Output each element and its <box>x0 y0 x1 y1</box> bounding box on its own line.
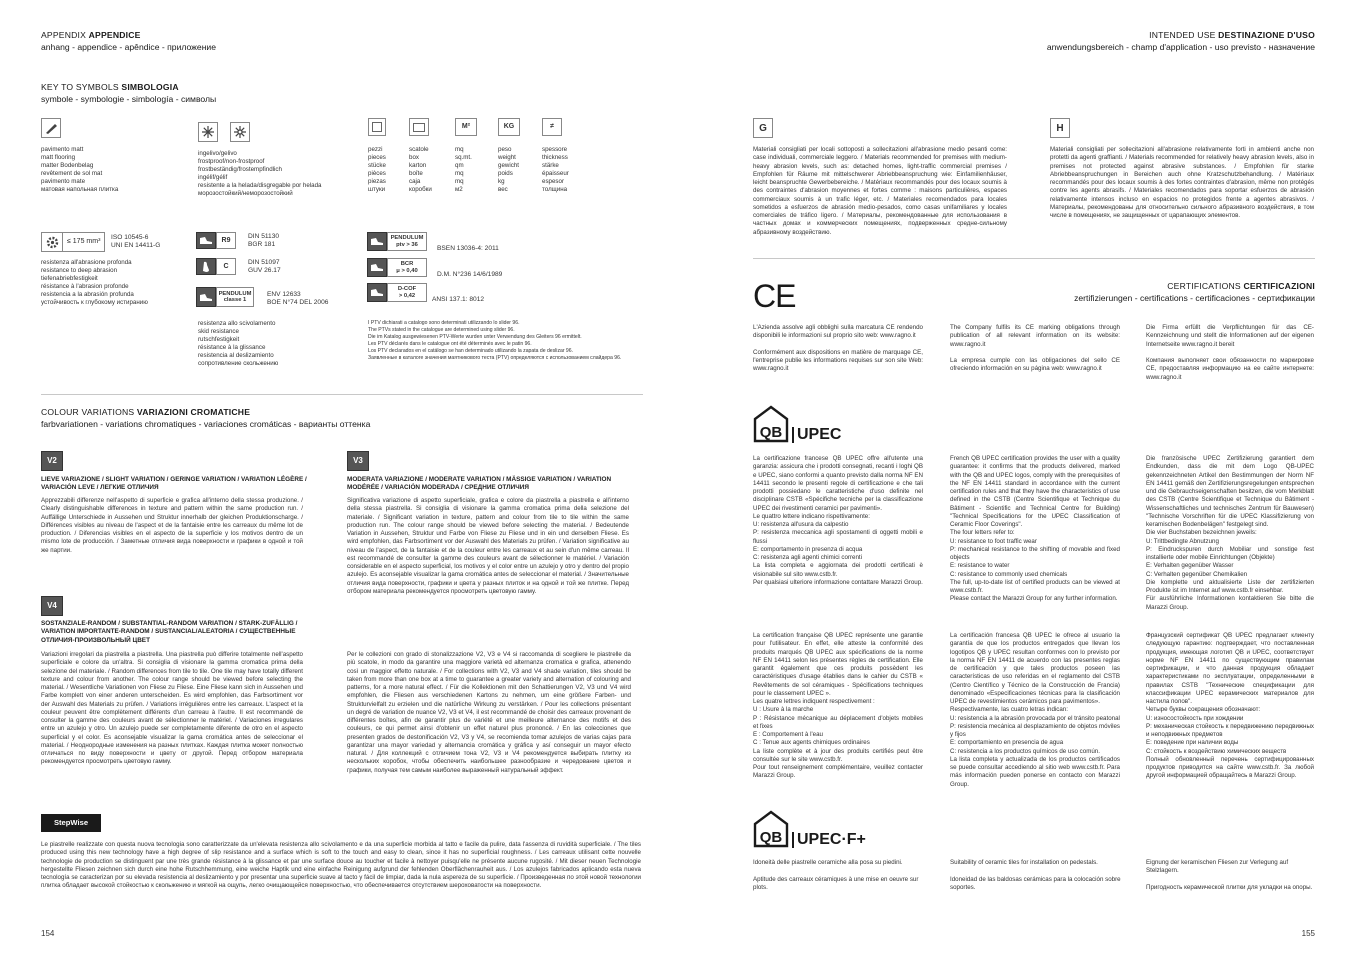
ce-text-1: L'Azienda assolve agli obblighi sulla marcatura CE rendendo disponibili le informazioni sul proprio sito web: www.ragno.it Conformément aux dispositions en matière de marquage CE, l'entreprise publie les informations requises sur son site Web: www.ragno.it <box>753 324 923 373</box>
v2-title: LIEVE VARIAZIONE / SLIGHT VARIATION / GERINGE VARIATION / VARIATION LÉGÈRE / VARIACIÓN LEVE / ЛЕГКИЕ ОТЛИЧИЯ <box>41 476 307 492</box>
qb-upec-logo <box>753 405 841 443</box>
bcr-value: BCR μ > 0,40 <box>387 258 427 277</box>
qb-house-icon <box>753 405 789 443</box>
shoe-icon <box>196 287 216 307</box>
intended-use-header <box>1047 30 1315 53</box>
divider <box>753 258 1315 259</box>
g-icon: G <box>753 118 773 138</box>
cert-title-bold: CERTIFICAZIONI <box>1243 281 1315 291</box>
upec-text-4: La certification française QB UPEC représente une garantie pour l'utilisateur. En effet, elle atteste la conformité des produits marqués QB UPEC aux spécifications de la norme NF EN 14411 selon les présentes règles de certification. Elle garantit également que ces produits possèdent les caractéristiques d'usage établies dans le cahier du CSTB « Revêtements de sol céramiques - Spécifications techniques pour le classement UPEC ». Les quatre lettres indiquent respectivement : U : Usure à la marche P : Résistance mécanique au déplacement d'objets mobiles et fixes E : Comportement à l'eau C : Tenue aux agents chimiques ordinaires La liste complète et à jour des produits certifiés peut être consultée sur le site www.cstb.fr. Pour tout renseignement complémentaire, veuillez contacter Marazzi Group. <box>753 632 923 780</box>
bcr-norm: D.M. N°236 14/6/1989 <box>437 271 503 278</box>
stepwise-text: Le piastrelle realizzate con questa nuova tecnologia sono caratterizzate da un'elevata resistenza allo scivolamento e da una superficie morbida al tatto e facile da pulire, data l'assenza di ruvidità superficiale. / The tiles produced using this new technology have a high degree of slip resistance and a surface which is soft to the touch and easy to clean, since it has no superficial roughness. / Les carreaux utilisant cette nouvelle technologie de production se distinguent par une très grande résistance à la glissance et par une surface douce au toucher et facile à nettoyer puisqu'elle ne présente aucune rugosité. / Mit dieser neuen Technologie hergestellte Fliesen zeichnen sich durch eine hohe Rutschhemmung, eine weiche Haptik und eine einfache Reinigung aufgrund der fehlenden Oberflächenrauheit aus. / Los azulejos fabricados aplicando esta nueva tecnología se caracterizan por su elevada resistencia al deslizamiento y por presentar una superficie suave al tacto y fácil de limpiar, dada la nula aspereza de su superficie. / Произведенная по этой новой технологии плитка обладает высокой стойкостью к скольжению и мягкой на ощупь, легко очищающейся поверхностью, что обеспечивается отсутствием шероховатости на поверхности. <box>41 841 641 890</box>
r9-norm: DIN 51130 BGR 181 <box>248 233 280 249</box>
c-norm: DIN 51097 GUV 26.17 <box>248 259 281 275</box>
shoe-icon <box>367 232 387 251</box>
symbols-title-bold: SIMBOLOGIA <box>121 82 179 92</box>
v2-icon: V2 <box>41 451 63 471</box>
header-title-bold: APPENDICE <box>88 30 141 40</box>
c-value: C <box>216 258 236 275</box>
colour-subtitle: farbvariationen - variations chromatiques - variaciones cromáticas - варианты оттенка <box>41 419 371 430</box>
r9-badge <box>196 232 236 249</box>
dcof-value: D-COF > 0,42 <box>387 283 427 302</box>
svg-text:QB: QB <box>759 829 783 846</box>
bcr-badge <box>367 258 427 277</box>
intended-subtitle: anwendungsbereich - champ d'application - uso previsto - назначение <box>1046 42 1315 53</box>
symbols-subtitle: symbole - symbologie - simbología - символы <box>41 94 217 105</box>
dcof-badge <box>367 283 427 302</box>
colour-title-light: COLOUR VARIATIONS <box>41 407 135 417</box>
qb-upec-fc-logo <box>753 810 866 848</box>
shoe-icon <box>367 258 387 277</box>
non-frostproof-icon <box>230 122 250 142</box>
h-icon: H <box>1050 118 1070 138</box>
thickness-label: spessore thickness stärke épaisseur espesor толщина <box>542 146 569 193</box>
g-text: Materiali consigliati per locali sottoposti a sollecitazioni all'abrasione medio pesanti come: case individuali, commerciale leggero. / Materials recommended for premises with medium-heavy abrasion levels, such as: detached homes, light-traffic commercial premises / Empfohlen für Räume mit mittelschwerer Abriebbeanspruchung wie: Einfamilienhäuser, leicht beanspruchte Gewerbebereiche. / Matériaux recommandés pour des locaux soumis à des contraintes d'abrasion moyennes et fortes comme : maisons particulières, espaces commerciaux soumis à un trafic léger, etc. / Materiales recomendados para locales sometidos a esfuerzos de abrasión medio-pesados, como casas unifamiliares y locales comerciales de tráfico ligero. / Материалы, рекомендованные для использования в частных домах и коммерческих помещениях, подверженных средне-сильному абразивному воздействию. <box>753 146 1007 236</box>
box-icon <box>409 118 429 136</box>
abrasion-badge <box>41 232 105 252</box>
sqm-label: mq sq.mt. qm mq mq м2 <box>455 146 472 193</box>
upec-logo-text: UPEC <box>792 427 841 443</box>
abrasion-label: resistenza all'abrasione profonda resistance to deep abrasion tiefenabriebfestigkeit résistance à l'abrasion profonde resistencia a la abrasión profunda устойчивость к глубокому истиранию <box>41 259 148 306</box>
shoe-icon <box>196 232 216 249</box>
fc-text-1: Idoneità delle piastrelle ceramiche alla posa su piedini. Aptitude des carreaux céramiques à une mise en oeuvre sur plots. <box>753 859 919 891</box>
skid-label: resistenza allo scivolamento skid resistance rutschfestigkeit résistance à la glissance resistencia al deslizamiento сопротивление скольжению <box>198 320 279 367</box>
header-subtitle: anhang - appendice - apêndice - приложение <box>41 42 217 53</box>
qb-house-icon <box>753 810 789 848</box>
abrasion-value: ≤ 175 mm³ <box>62 233 104 251</box>
dcof-norm: ANSI 137.1: 8012 <box>432 296 485 303</box>
fc-text-3: Eignung der keramischen Fliesen zur Verlegung auf Stelzlagern. Пригодность керамической плитки для укладки на опоры. <box>1146 859 1313 891</box>
h-text: Materiali consigliati per sollecitazioni all'abrasione relativamente forti in ambienti anche non protetti da agenti graffianti. / Materials recommended for relatively heavy abrasion levels, also in premises not protected against abrasive substances. / Empfohlen für starke Abriebbeanspruchungen in Bereichen auch ohne Kratzschutzbehandlung. / Matériaux recommandés pour des locaux soumis à des fortes contraintes d'abrasion, même non protégés contre les agents abrasifs. / Materiales recomendados para soportar esfuerzos de abrasión relativamente intensos incluso en espacios no protegidos frente a agentes abrasivos. / Материалы, рекомендованы для относительно сильного абразивного воздействия, в том числе в помещениях, не защищенных от царапающих элементов. <box>1050 146 1314 219</box>
shoe-icon <box>367 283 387 302</box>
upec-text-6: Французский сертификат QB UPEC предлагает клиенту следующую гарантию: подтверждает, что поставленная продукция, имеющая логотип QB и UPEC, соответствует норме NF EN 14411 по существующим правилам сертификации, и что данная продукция обладает характеристиками по эксплуатации, определенными в правилах CSTB "Технические спецификации для классификации UPEC керамических материалов для настила полов". Четыре буквы сокращения обозначают: U: износостойкость при хождении P: механическая стойкость к передвижению передвижных и неподвижных предметов E: поведение при наличии воды C: стойкость к воздействию химических веществ Полный обновленный перечень сертифицированных продуктов приводится на сайте www.cstb.fr. За любой другой информацией обращайтесь в Marazzi Group. <box>1146 632 1314 780</box>
pendulum-ptv-norm: BSEN 13036-4: 2011 <box>437 245 499 252</box>
fc-text-2: Suitability of ceramic tiles for installation on pedestals. Idoneidad de las baldosas cerámicas para la colocación sobre soportes. <box>950 859 1121 891</box>
weight-label: peso weight gewicht poids kg вес <box>498 146 519 193</box>
v2-text: Apprezzabili differenze nell'aspetto di superficie e grafica all'interno della stessa produzione. / Clearly distinguishable differences in texture and pattern within the same production run. / Auffällige Unterschiede in Aussehen und Struktur innerhalb der gleichen Produktionscharge. / Différences visibles au niveau de l'aspect et de la fantaisie entre les carreaux du même lot de production. / Diferencias visibles en el aspecto de la superficie y los motivos dentro de un mismo lote de producción. / Заметные отличия вида поверхности и графики в одной и той же партии. <box>41 497 303 554</box>
v3-text: Significativa variazione di aspetto superficiale, grafica e colore da piastrella a piastrella e all'interno della stessa piastrella. Si consiglia di visionare la gamma cromatica prima della selezione del materiale. / Significant variation in texture, pattern and colour from tile to tile within the same production run. The colour range should be viewed before selecting the material. / Bedeutende Variation in Aussehen, Struktur und Farbe von Fliese zu Fliese und in ein und derselben Fliese. Es wird empfohlen, das Farbsortiment vor der Auswahl des Materials zu prüfen. / Variation significative au niveau de l'aspect, de la fantaisie et de la couleur entre les carreaux et au sein d'un même carreau. Il est recommandé de consulter la gamme des couleurs avant de sélectionner le matériel. / Variación considerable en el aspecto superficial, los motivos y el color entre un azulejo y otro y dentro del propio azulejo. Es aconsejable visualizar la gama cromática antes de seleccionar el material. / Значительные отличия вида поверхности, графики и цвета у разных плиток и на одной и той же плитке. Перед отбором материала рекомендуется просмотреть цветовую гамму. <box>347 497 629 595</box>
ptv-note: I PTV dichiarati a catalogo sono determinati utilizzando lo slider 96. The PTVs stated in the catalogue are determined using slider 96. Die im Katalog ausgewiesenen PTV-Werte wurden unter Verwendung des Gleiters 96 ermittelt. Les PTV déclarés dans le catalogue ont été déterminés avec le patin 96. Los PTV declarados en el catálogo se han determinado utilizando la zapata de deslizar 96. Заявленные в каталоге значения маятникового теста (PTV) определяются с использованием слайдера 96. <box>368 320 622 362</box>
matt-icon <box>41 118 61 138</box>
sqm-icon: M² <box>455 118 477 136</box>
symbols-title-light: KEY TO SYMBOLS <box>41 82 119 92</box>
abrasion-norm: ISO 10545-6 UNI EN 14411-G <box>111 234 161 250</box>
intended-title-bold: DESTINAZIONE D'USO <box>1218 30 1315 40</box>
page-number-right: 155 <box>1301 929 1315 938</box>
appendix-header <box>41 30 216 53</box>
ce-text-2: The Company fulfils its CE marking obligations through publication of all relevant information on its website: www.ragno.it La empresa cumple con las obligaciones del sello CE ofreciendo información en su página web: www.ragno.it <box>950 324 1120 373</box>
page-number-left: 154 <box>41 929 55 938</box>
symbols-header <box>41 82 216 105</box>
v3-title: MODERATA VARIAZIONE / MODERATE VARIATION / MÄSSIGE VARIATION / VARIATION MODÉRÉE / VARIACIÓN MODERADA / СРЕДНИЕ ОТЛИЧИЯ <box>347 476 612 492</box>
mix-text: Per le collezioni con grado di stonalizzazione V2, V3 e V4 si raccomanda di scegliere le piastrelle da più scatole, in modo da garantire una maggiore varietà ed alternanza cromatica e grafica, attenendo così un maggior effetto naturale. / For collections with V2, V3 and V4 shade variation, tiles should be taken from more than one box at a time to guarantee a greater variety and alternation of colouring and patterns, for a more natural effect. / Für die Kollektionen mit den Schattierungen V2, V3 und V4 wird empfohlen, die Fliesen aus verschiedenen Kartons zu nehmen, um eine größere Farben- und Strukturvielfalt zu erzielen und die natürliche Wirkung zu verstärken. / Pour les collections présentant un degré de variation de nuance V2, V3 et V4, il est recommandé de choisir des carreaux provenant de différentes boîtes, afin de garantir plus de variété et une meilleure alternance des motifs et des couleurs, ce qui permet ainsi d'obtenir un effet naturel plus prononcé. / En las colecciones que presenten grados de destonificación V2, V3 y V4, se recomienda tomar azulejos de varias cajas para garantizar una mayor variedad y alternancia cromática y gráfica y así conseguir un mayor efecto natural. / Для коллекций с отличием тона V2, V3 и V4 рекомендуется выбирать плитку из нескольких коробок, чтобы обеспечить наибольшее разнообразие и чередование цветов и графики, получая тем самым наиболее выраженный натуральный эффект. <box>347 651 631 774</box>
header-title-light: APPENDIX <box>41 30 87 40</box>
colour-title-bold: VARIAZIONI CROMATICHE <box>136 407 251 417</box>
upec-text-1: La certificazione francese QB UPEC offre all'utente una garanzia: assicura che i prodotti consegnati, recanti i loghi QB e UPEC, siano conformi a quanto previsto dalla norma NF EN 14411 secondo le presenti regole di certificazione e che tali prodotti possiedano le caratteristiche d'uso definite nel disciplinare CSTB «Spécifiche tecniche per la classificazione UPEC dei rivestimenti ceramici per pavimenti». Le quattro lettere indicano rispettivamente: U: resistenza all'usura da calpestio P: resistenza meccanica agli spostamenti di oggetti mobili e flussi E: comportamento in presenza di acqua C: resistenza agli agenti chimici correnti La lista completa e aggiornata dei prodotti certificati è visionabile sul sito www.cstb.fr. Per qualsiasi ulteriore informazione contattare Marazzi Group. <box>753 455 923 586</box>
divider <box>41 394 643 395</box>
pendulum-ptv-badge <box>367 232 427 251</box>
frost-label: ingelivo/gelivo frostproof/non-frostproof frostbeständig/frostempfindlich ingélif/gélif resistente a la helada/disgregable por helada морозостойкий/неморозостойкий <box>198 150 322 197</box>
r9-value: R9 <box>216 232 236 249</box>
pieces-icon <box>368 118 386 136</box>
v4-icon: V4 <box>41 596 63 616</box>
c-badge <box>196 258 236 275</box>
cert-header <box>1074 281 1315 304</box>
pendulum-class-badge <box>196 287 254 307</box>
pendulum-class-norm: ENV 12633 BOE N°74 DEL 2006 <box>267 291 329 307</box>
gear-icon <box>42 233 62 251</box>
foot-icon <box>196 258 216 275</box>
cert-subtitle: zertifizierungen - certifications - certificaciones - сертификации <box>1074 293 1315 304</box>
weight-icon: KG <box>498 118 520 136</box>
pendulum-class-value: PENDULUM classe 1 <box>216 287 254 307</box>
cert-title-light: CERTIFICATIONS <box>1167 281 1241 291</box>
frostproof-icon <box>198 122 218 142</box>
upec-text-5: La certificación francesa QB UPEC le ofrece al usuario la garantía de que los productos entregados que llevan los logotipos QB y UPEC resultan conformes con lo previsto por la norma NF EN 14411 de acuerdo con las presentes reglas de certificación y que tales productos poseen las características de uso referidas en el reglamento del CSTB (Centro Científico y Técnico de la Construcción de Francia) denominado «Especificaciones técnicas para la clasificación UPEC de revestimientos cerámicos para pavimentos». Respectivamente, las cuatro letras indican: U: resistencia a la abrasión provocada por el tránsito peatonal P: resistencia mecánica al desplazamiento de objetos móviles y fijos E: comportamiento en presencia de agua C: resistencia a los productos químicos de uso común. La lista completa y actualizada de los productos certificados se puede consultar accediendo al sitio web www.cstb.fr. Para más información pueden ponerse en contacto con Marazzi Group. <box>950 632 1120 788</box>
pieces-label: pezzi pieces stücke pièces piezas штуки <box>368 146 386 193</box>
colour-header <box>41 407 370 430</box>
box-label: scatole box karton boîte caja коробки <box>409 146 432 193</box>
v4-title: SOSTANZIALE-RANDOM / SUBSTANTIAL-RANDOM VARIATION / STARK-ZUFÄLLIG / VARIATION IMPORTANTE-RANDOM / SUSTANCIAL/ALEATORIA / СУЩЕСТВЕННЫЕ ОТЛИЧИЯ-ПРОИЗВОЛЬНЫЙ ЦВЕТ <box>41 620 298 644</box>
matt-label: pavimento matt matt flooring matter Bodenbelag revêtement de sol mat pavimento mate матовая напольная плитка <box>41 146 119 193</box>
thickness-icon: ≠ <box>542 118 562 136</box>
upec-text-3: Die französische UPEC Zertifizierung garantiert dem Endkunden, dass die mit dem Logo QB-UPEC gekennzeichneten Artikel den Bestimmungen der Norm NF EN 14411 gemäß den Zertifizierungsregelungen entsprechen und die Gebrauchseigenschaften besitzen, die vom Merkblatt des CSTB (Centre Scientifique et Technique du Bâtiment - Wissenschaftliches und technisches Zentrum für Bauwesen) "Technische Vorschriften für die UPEC Klassifizierung von keramischen Bodenbelägen" festgelegt sind. Die vier Buchstaben bezeichnen jeweils: U: Trittbedingte Abnutzung P: Eindruckspuren durch Mobiliar und sonstige fest installierte oder mobile Einrichtungen (Objekte) E: Verhalten gegenüber Wasser C: Verhalten gegenüber Chemikalien Die komplette und aktualisierte Liste der zertifizierten Produkte ist im Internet auf www.cstb.fr einsehbar. Für ausführliche Informationen kontaktieren Sie bitte die Marazzi Group. <box>1146 455 1314 611</box>
v4-text: Variazioni irregolari da piastrella a piastrella. Una piastrella può differire totalmente nell'aspetto superficiale e colore da un'altra. Si consiglia di visionare la gamma cromatica prima della selezione del materiale. / Random differences from tile to tile. One tile may have totally different texture and colour from another. The colour range should be viewed before selecting the material. / Wesentliche Variationen von Fliese zu Fliese. Eine Fliese kann sich in Aussehen und Farbe komplett von einer anderen unterscheiden. Es wird empfohlen, das Farbsortiment vor der Auswahl des Materials zu prüfen. / Variations irrégulières entre les carreaux. L'aspect et la couleur peuvent être complètement différents d'un carreau à l'autre. Il est recommandé de consulter la gamme des couleurs avant de sélectionner le matériel. / Variaciones irregulares entre un azulejo y otro. Un azulejo puede ser completamente diferente de otro en el aspecto superficial y el color. Es aconsejable visualizar la gama cromática antes de seleccionar el material. / Неоднородные изменения на разных плитках. Каждая плитка может полностью отличаться по виду поверхности и цвету от другой. Перед отбором материала рекомендуется просмотреть цветовую гамму. <box>41 651 303 766</box>
upec-text-2: French QB UPEC certification provides the user with a quality guarantee: it confirms that the products delivered, marked with the QB and UPEC logos, comply with the prerequisites of the NF EN 14411 standard in accordance with the current certification rules and that they have the characteristics of use defined in the CSTB (Centre Scientifique et Technique du Bâtiment - Scientific and Technical Centre for Building) "Technical Specifications for the UPEC Classification of Ceramic Floor Coverings". The four letters refer to: U: resistance to foot traffic wear P: mechanical resistance to the shifting of movable and fixed objects E: resistance to water C: resistance to commonly used chemicals The full, up-to-date list of certified products can be viewed at www.cstb.fr. Please contact the Marazzi Group for any further information. <box>950 455 1120 603</box>
ce-text-3: Die Firma erfüllt die Verpflichtungen für das CE-Kennzeichnung und stellt die Informationen auf der eigenen Internetseite www.ragno.it bereit Компания выполняет свои обязанности по маркировке CE, предоставляя информацию на ее сайте интернете: www.ragno.it <box>1146 324 1314 381</box>
v3-icon: V3 <box>347 451 369 471</box>
upec-fc-logo-text: UPEC·F+ <box>792 832 866 848</box>
svg-text:QB: QB <box>759 424 783 441</box>
intended-title-light: INTENDED USE <box>1149 30 1216 40</box>
ce-logo: CE <box>753 278 796 314</box>
stepwise-badge: StepWise <box>41 814 101 832</box>
pendulum-ptv-value: PENDULUM ptv > 36 <box>387 232 427 251</box>
